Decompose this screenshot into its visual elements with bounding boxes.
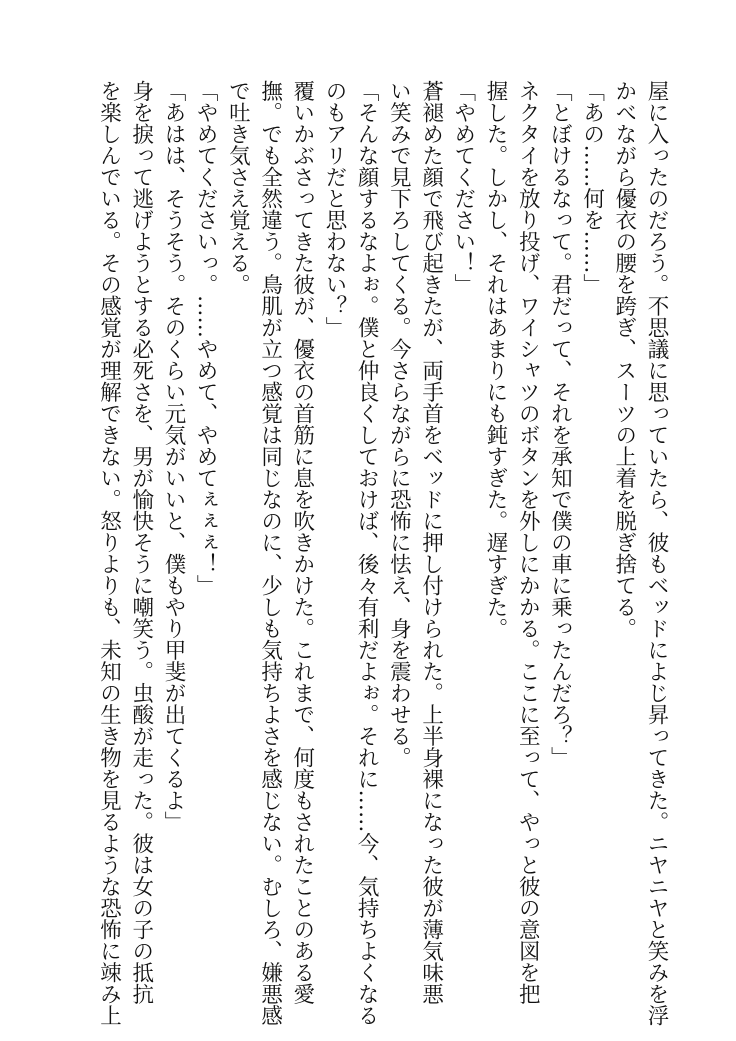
text-line-8: 蒼褪めた顔で飛び起きたが、両手首をベッドに押し付けられた。上半身裸になった彼が薄気味悪 [418,80,444,1005]
text-line-15: 「やめてくださいっ。……やめて、やめてぇぇぇ！」 [193,80,219,596]
text-line-14: で吐き気さえ覚える。 [225,80,251,295]
text-line-4: 「とぼけるなって。君だって、それを承知で僕の車に乗ったんだろ？」 [547,80,573,768]
text-line-12: 覆いかぶさってきた彼が、優衣の首筋に息を吹きかけた。これまで、何度もされたことのある愛 [289,80,315,1005]
text-line-6: 握した。しかし、それはあまりにも鈍すぎた。遅すぎた。 [482,80,508,639]
text-line-9: い笑みで見下ろしてくる。今さらながらに恐怖に怯え、身を震わせる。 [386,80,412,768]
text-line-18: を楽しんでいる。その感覚が理解できない。怒りよりも、未知の生き物を見るような恐怖に竦み上 [96,80,122,1026]
text-line-13: 撫。でも全然違う。鳥肌が立つ感覚は同じなのに、少しも気持ちよさを感じない。むしろ、嫌悪感 [257,80,283,1026]
text-line-1: 屋に入ったのだろう。不思議に思っていたら、彼もベッドによじ昇ってきた。ニヤニヤと笑みを浮 [644,80,669,1026]
text-line-10: 「そんな顔するなよぉ。僕と仲良くしておけば、後々有利だよぉ。それに……今、気持ちよくなる [354,80,380,1026]
text-line-16: 「あはは、そうそう。そのくらい元気がいいと、僕もやり甲斐が出てくるよ」 [160,80,186,833]
text-line-17: 身を捩って逃げようとする必死さを、男が愉快そうに嘲笑う。虫酸が走った。彼は女の子の抵抗 [128,80,154,1005]
text-line-5: ネクタイを放り投げ、ワイシャツのボタンを外しにかかる。ここに至って、やっと彼の意図を把 [515,80,541,1005]
text-line-7: 「やめてください！」 [450,80,476,295]
text-line-11: のもアリだと思わない？」 [321,80,347,338]
text-line-3: 「あの……何を……」 [579,80,605,295]
body-text [60,80,672,1026]
text-line-2: かべながら優衣の腰を跨ぎ、スーツの上着を脱ぎ捨てる。 [611,80,637,639]
